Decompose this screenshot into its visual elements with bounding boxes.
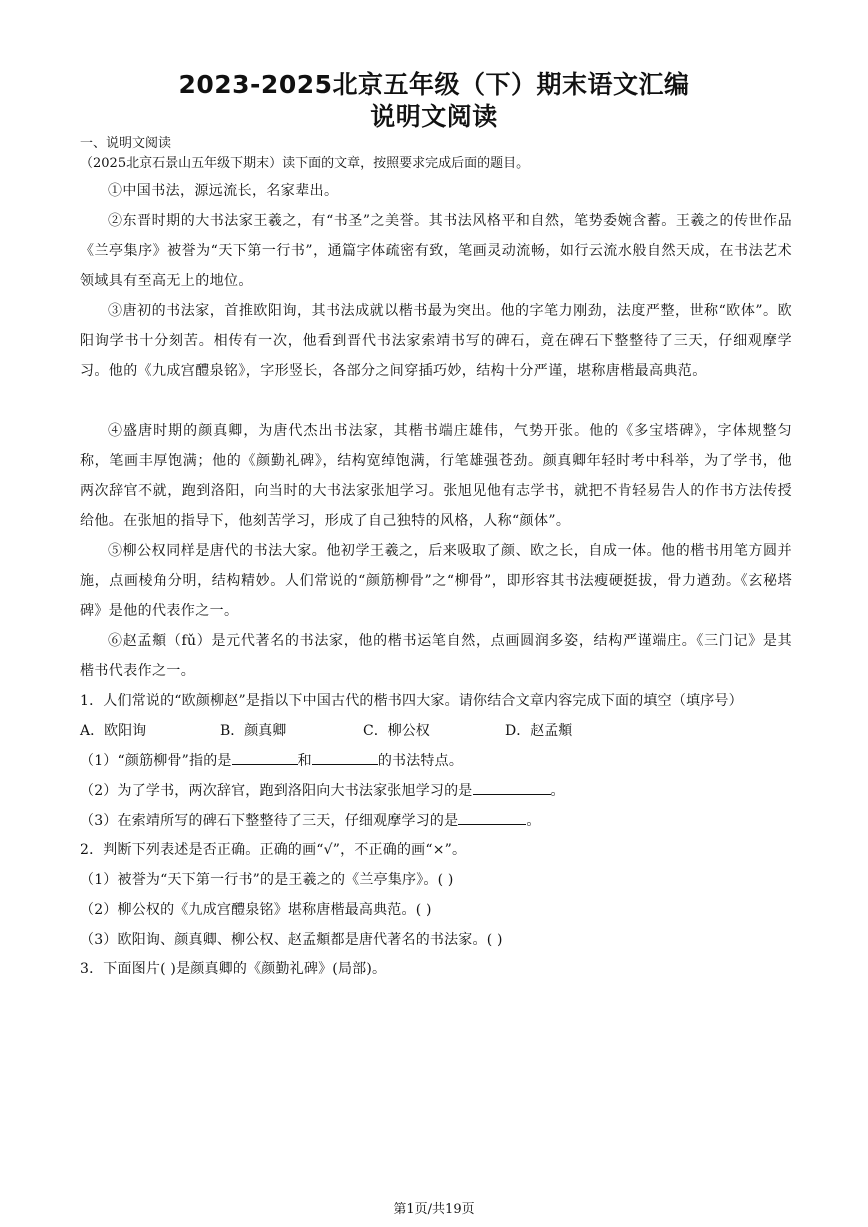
- passage-paragraph-6: ⑥赵孟頫（fǔ）是元代著名的书法家，他的楷书运笔自然，点画圆润多姿，结构严谨端庄。《三门记》是其楷书代表作之一。: [80, 633, 792, 679]
- passage-paragraph-2: ②东晋时期的大书法家王羲之，有“书圣”之美誉。其书法风格平和自然，笔势委婉含蓄。王羲之的传世作品《兰亭集序》被誉为“天下第一行书”，通篇字体疏密有致，笔画灵动流畅，如行云流水般自然天成，在书法艺术领域具有至高无上的地位。: [80, 213, 792, 289]
- question-1-2-text: （2）为了学书，两次辞官，跑到洛阳向大书法家张旭学习的是: [80, 783, 473, 799]
- section-label: 一、说明文阅读: [80, 136, 172, 151]
- source-line: （2025北京石景山五年级下期末）读下面的文章，按照要求完成后面的题目。: [80, 156, 530, 171]
- question-1-1-tail: 的书法特点。: [377, 753, 464, 769]
- passage-paragraph-1: ①中国书法，源远流长，名家辈出。: [108, 183, 339, 199]
- answer-blank[interactable]: [473, 780, 551, 795]
- passage-paragraph-3: ③唐初的书法家，首推欧阳询，其书法成就以楷书最为突出。他的字笔力刚劲，法度严整，世称“欧体”。欧阳询学书十分刻苦。相传有一次，他看到晋代书法家索靖书写的碑石，竟在碑石下整整待了三天，仔细观摩学习。他的《九成宫醴泉铭》，字形竖长，各部分之间穿插巧妙，结构十分严谨，堪称唐楷最高典范。: [80, 303, 792, 379]
- passage-paragraph-4: ④盛唐时期的颜真卿，为唐代杰出书法家，其楷书端庄雄伟，气势开张。他的《多宝塔碑》，字体规整匀称，笔画丰厚饱满；他的《颜勤礼碑》，结构宽绰饱满，行笔雄强苍劲。颜真卿年轻时考中科举，为了学书，他两次辞官不就，跑到洛阳，向当时的大书法家张旭学习。张旭见他有志学书，就把不肯轻易告人的作书方法传授给他。在张旭的指导下，他刻苦学习，形成了自己独特的风格，人称“颜体”。: [80, 423, 792, 529]
- question-1-2-tail: 。: [550, 783, 565, 799]
- answer-blank[interactable]: [312, 750, 378, 765]
- question-2: 2．判断下列表述是否正确。正确的画“√”，不正确的画“×”。: [80, 842, 467, 858]
- option-a: A．欧阳询: [80, 723, 147, 739]
- question-1-1-and: 和: [297, 753, 312, 769]
- question-1-1: [80, 750, 463, 771]
- question-2-2: （2）柳公权的《九成宫醴泉铭》堪称唐楷最高典范。( ): [80, 902, 432, 918]
- question-1-3-text: （3）在索靖所写的碑石下整整待了三天，仔细观摩学习的是: [80, 813, 459, 829]
- question-1: 1．人们常说的“欧颜柳赵”是指以下中国古代的楷书四大家。请你结合文章内容完成下面的填空（填序号）: [80, 693, 743, 709]
- passage-paragraph-5: ⑤柳公权同样是唐代的书法大家。他初学王羲之，后来吸取了颜、欧之长，自成一体。他的楷书用笔方圆并施，点画棱角分明，结构精妙。人们常说的“颜筋柳骨”之“柳骨”，即形容其书法瘦硬挺拔，骨力遒劲。《玄秘塔碑》是他的代表作之一。: [80, 543, 792, 619]
- option-c: C．柳公权: [363, 723, 430, 739]
- option-b: B．颜真卿: [220, 723, 287, 739]
- question-1-2: [80, 780, 565, 801]
- question-3: 3．下面图片( )是颜真卿的《颜勤礼碑》(局部)。: [80, 961, 387, 977]
- page-number: 第1页/共19页: [393, 1202, 475, 1217]
- question-1-1-text: （1）“颜筋柳骨”指的是: [80, 753, 232, 769]
- question-1-3: [80, 810, 541, 831]
- question-2-3: （3）欧阳询、颜真卿、柳公权、赵孟頫都是唐代著名的书法家。( ): [80, 932, 503, 948]
- answer-blank[interactable]: [458, 810, 526, 825]
- document-title: 2023-2025北京五年级（下）期末语文汇编: [178, 70, 690, 99]
- question-2-1: （1）被誉为“天下第一行书”的是王羲之的《兰亭集序》。( ): [80, 872, 454, 888]
- option-d: D．赵孟頫: [505, 723, 573, 739]
- question-1-3-tail: 。: [526, 813, 541, 829]
- answer-blank[interactable]: [232, 750, 298, 765]
- document-subtitle: 说明文阅读: [370, 102, 498, 131]
